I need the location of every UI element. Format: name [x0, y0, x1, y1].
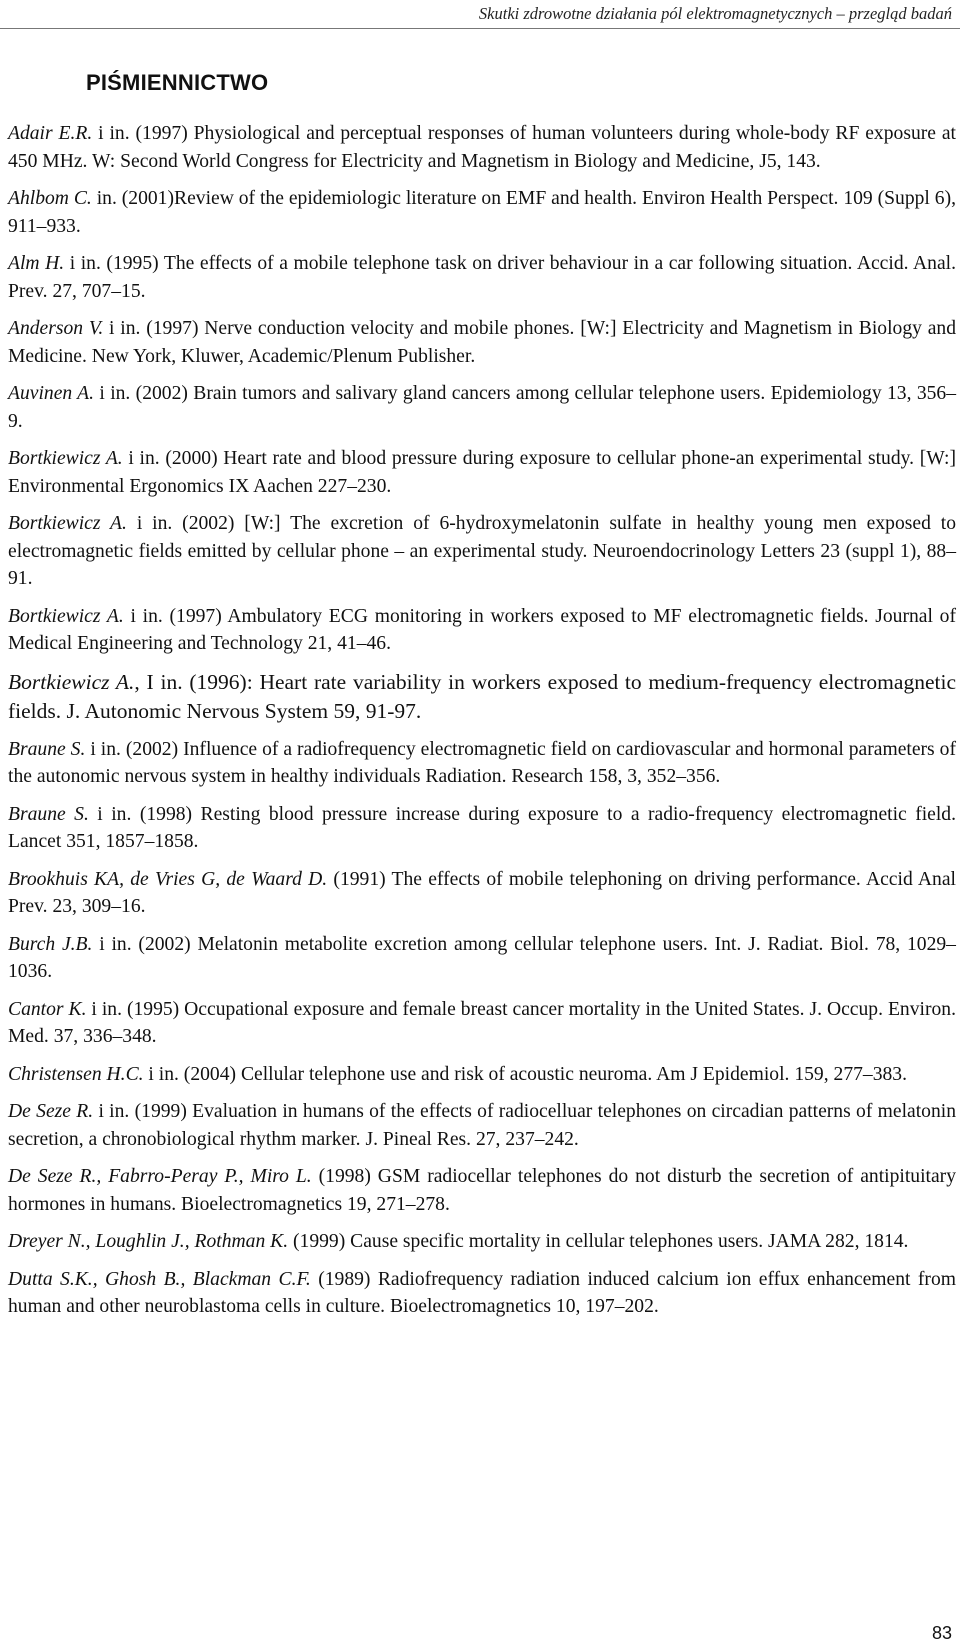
reference-text: i in. (2002) Brain tumors and salivary gland cancers among cellular telephone users. Epidemiology 13, 356–9. [8, 383, 957, 432]
reference-authors: Cantor K. [8, 998, 87, 1020]
reference-text: (1999) Cause specific mortality in cellular telephones users. JAMA 282, 1814. [288, 1231, 909, 1252]
reference-text: i in. (2002) Melatonin metabolite excretion among cellular telephone users. Int. J. Radiat. Biol. 78, 1029–1036. [8, 933, 956, 982]
header-rule [0, 28, 960, 29]
section-title: PIŚMIENNICTWO [86, 70, 269, 95]
reference-entry [8, 996, 956, 1051]
reference-authors: Ahlbom C. [8, 188, 92, 209]
reference-authors: Bortkiewicz A. [8, 669, 135, 694]
reference-text: i in. (1997) Nerve conduction velocity and mobile phones. [W:] Electricity and Magnetism in Biology and Medicine. New York, Kluwer, Academic/Plenum Publisher. [8, 318, 957, 367]
reference-authors: Brookhuis KA, de Vries G, de Waard D. [8, 868, 328, 890]
reference-entry [8, 510, 956, 593]
reference-authors: Burch J.B. [8, 933, 93, 955]
reference-text: i in. (1997) Physiological and perceptual responses of human volunteers during whole-body RF exposure at 450 MHz. W: Second World Congress for Electricity and Magnetism in Biology and Medicine, J5, 143. [8, 123, 956, 172]
reference-authors: De Seze R. [8, 1101, 94, 1122]
reference-text: i in. (2002) [W:] The excretion of 6-hydroxymelatonin sulfate in healthy young men exposed to electromagnetic fields emitted by cellular phone – an experimental study. Neuroendocrinology Letters 23 (suppl 1), 88–91. [8, 513, 957, 589]
reference-entry [8, 668, 956, 726]
reference-text: (1991) The effects of mobile telephoning on driving performance. Accid Anal Prev. 23, 309–16. [8, 868, 956, 917]
reference-entry [8, 1163, 956, 1218]
reference-entry [8, 931, 956, 986]
reference-entry [8, 603, 956, 658]
reference-text: i in. (2000) Heart rate and blood pressure during exposure to cellular phone-an experimental study. [W:] Environmental Ergonomics IX Aachen 227–230. [8, 448, 957, 497]
reference-entry [8, 736, 956, 791]
reference-authors: Bortkiewicz A. [8, 605, 124, 627]
reference-text: i in. (1999) Evaluation in humans of the effects of radiocelluar telephones on circadian patterns of melatonin secretion, a chronobiological rhythm marker. J. Pineal Res. 27, 237–242. [8, 1101, 957, 1150]
reference-authors: Dutta S.K., Ghosh B., Blackman C.F. [8, 1268, 311, 1290]
reference-text: i in. (2002) Influence of a radiofrequency electromagnetic field on cardiovascular and hormonal parameters of the autonomic nervous system in healthy individuals Radiation. Research 158, 3, 352–356. [8, 738, 956, 787]
reference-authors: Braune S. [8, 803, 89, 825]
reference-entry [8, 866, 956, 921]
reference-entry [8, 185, 956, 240]
reference-entry [8, 315, 956, 370]
reference-text: , I in. (1996): Heart rate variability in workers exposed to medium-frequency electromagnetic fields. J. Autonomic Nervous System 59, 91-97. [8, 669, 956, 723]
reference-entry [8, 1266, 956, 1321]
reference-entry [8, 1061, 956, 1089]
reference-text: i in. (2004) Cellular telephone use and risk of acoustic neuroma. Am J Epidemiol. 159, 277–383. [143, 1063, 907, 1085]
reference-authors: Auvinen A. [8, 383, 95, 404]
reference-entry [8, 445, 956, 500]
reference-entry [8, 801, 956, 856]
reference-authors: De Seze R., Fabrro-Peray P., Miro L. [8, 1166, 312, 1187]
reference-entry [8, 1228, 956, 1256]
reference-authors: Anderson V. [8, 318, 104, 339]
reference-authors: Christensen H.C. [8, 1063, 144, 1085]
reference-text: i in. (1995) Occupational exposure and female breast cancer mortality in the United States. J. Occup. Environ. Med. 37, 336–348. [8, 998, 956, 1047]
running-header: Skutki zdrowotne działania pól elektromagnetycznych – przegląd badań [478, 4, 952, 23]
reference-text: i in. (1997) Ambulatory ECG monitoring in workers exposed to MF electromagnetic fields. Journal of Medical Engineering and Technology 21, 41–46. [8, 605, 956, 654]
reference-authors: Bortkiewicz A. [8, 448, 123, 469]
reference-text: in. (2001)Review of the epidemiologic literature on EMF and health. Environ Health Perspect. 109 (Suppl 6), 911–933. [8, 188, 956, 237]
reference-entry [8, 1098, 956, 1153]
reference-list [8, 120, 956, 1331]
reference-authors: Dreyer N., Loughlin J., Rothman K. [8, 1231, 289, 1252]
reference-entry [8, 120, 956, 175]
reference-text: i in. (1995) The effects of a mobile telephone task on driver behaviour in a car following situation. Accid. Anal. Prev. 27, 707–15. [8, 253, 956, 302]
reference-authors: Braune S. [8, 738, 86, 760]
reference-authors: Adair E.R. [8, 123, 93, 144]
reference-authors: Bortkiewicz A. [8, 513, 127, 534]
reference-text: i in. (1998) Resting blood pressure increase during exposure to a radio-frequency electromagnetic field. Lancet 351, 1857–1858. [8, 803, 956, 852]
reference-entry [8, 250, 956, 305]
reference-text: (1998) GSM radiocellar telephones do not disturb the secretion of antipituitary hormones in humans. Bioelectromagnetics 19, 271–278. [8, 1166, 956, 1215]
page-number: 83 [931, 1623, 952, 1643]
reference-authors: Alm H. [8, 253, 65, 274]
reference-entry [8, 380, 956, 435]
reference-text: (1989) Radiofrequency radiation induced calcium ion effux enhancement from human and other neuroblastoma cells in culture. Bioelectromagnetics 10, 197–202. [8, 1268, 956, 1317]
